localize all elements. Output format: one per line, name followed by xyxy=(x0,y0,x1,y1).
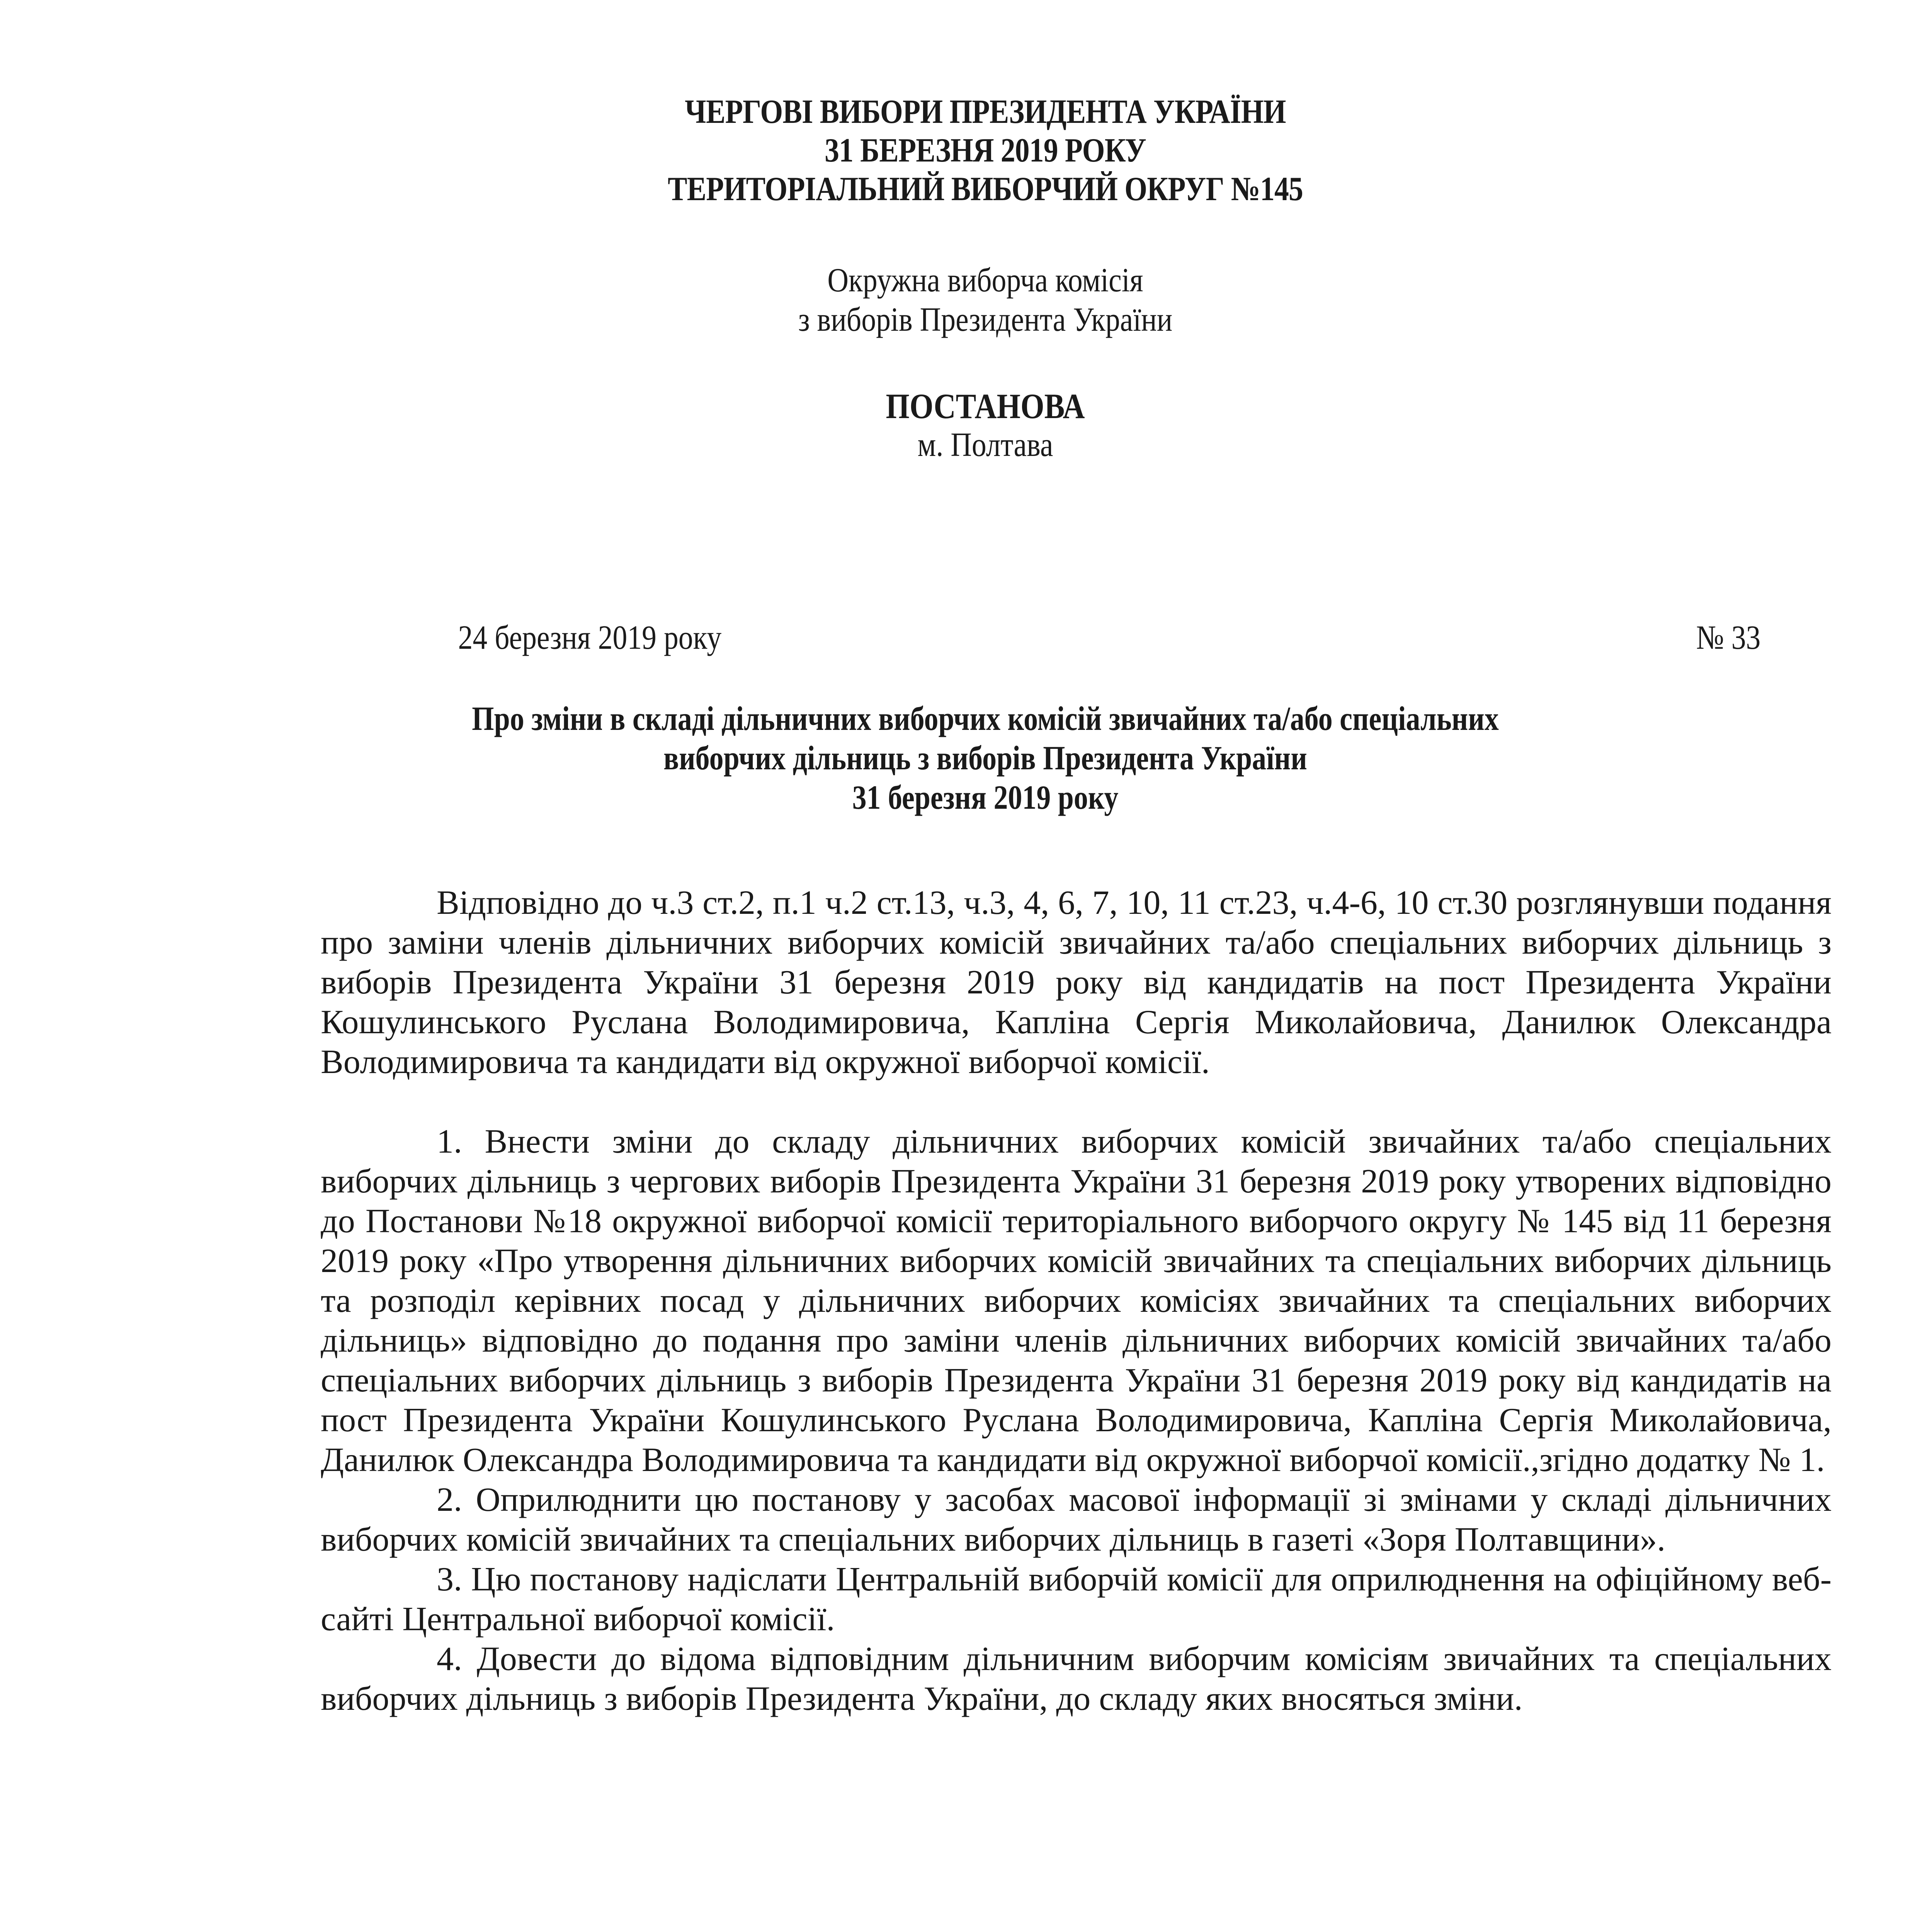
date-number-line xyxy=(437,618,1766,657)
item-3-paragraph: 3. Цю постанову надіслати Центральній виборчій комісії для оприлюднення на офіційному веб-сайті Центральної виборчої комісії. xyxy=(321,1561,1832,1638)
subject-line-3: 31 березня 2019 року xyxy=(852,779,1119,816)
preamble-paragraph: Відповідно до ч.3 ст.2, п.1 ч.2 ст.13, ч.3, 4, 6, 7, 10, 11 ст.23, ч.4-6, 10 ст.30 розглянувши подання про заміни членів дільничних виборчих комісій звичайних та/або спеціальних виборчих дільниць з виборів Президента України 31 березня 2019 року від кандидатів на пост Президента України Кошулинського Руслана Володимировича, Капліна Сергія Миколайовича, Данилюк Олександра Володимировича та кандидати від окружної виборчої комісії. xyxy=(321,884,1832,1081)
item-1-paragraph: 1. Внести зміни до складу дільничних виборчих комісій звичайних та/або спеціальних виборчих дільниць з чергових виборів Президента України 31 березня 2019 року утворених відповідно до Постанови №18 окружної виборчої комісії територіального виборчого округу № 145 від 11 березня 2019 року «Про утворення дільничних виборчих комісій звичайних та спеціальних виборчих дільниць та розподіл керівних посад у дільничних виборчих комісіях звичайних та спеціальних виборчих дільниць» відповідно до подання про заміни членів дільничних виборчих комісій звичайних та/або спеціальних виборчих дільниць з виборів Президента України 31 березня 2019 року від кандидатів на пост Президента України Кошулинського Руслана Володимировича, Капліна Сергія Миколайовича, Данилюк Олександра Володимировича та кандидати від окружної виборчої комісії.,згідно додатку № 1. xyxy=(321,1123,1832,1479)
organization-name xyxy=(138,261,1833,340)
subject-line-1: Про зміни в складі дільничних виборчих комісій звичайних та/або спеціальних xyxy=(472,700,1499,738)
item-4-paragraph: 4. Довести до відома відповідним дільничним виборчим комісіям звичайних та спеціальних виборчих дільниць з виборів Президента України, до складу яких вносяться зміни. xyxy=(321,1640,1832,1718)
header-line-3: ТЕРИТОРІАЛЬНИЙ ВИБОРЧИЙ ОКРУГ №145 xyxy=(668,170,1303,208)
decree-number: № 33 xyxy=(1696,619,1761,656)
subject-line-2: виборчих дільниць з виборів Президента України xyxy=(663,740,1307,777)
decree-city: м. Полтава xyxy=(917,426,1053,464)
header-line-2: 31 БЕРЕЗНЯ 2019 РОКУ xyxy=(825,132,1146,169)
item-2-paragraph: 2. Оприлюднити цю постанову у засобах масової інформації зі змінами у складі дільничних виборчих комісій звичайних та спеціальних виборчих дільниць в газеті «Зоря Полтавщини». xyxy=(321,1481,1832,1558)
decree-heading xyxy=(0,386,1932,464)
decree-title: ПОСТАНОВА xyxy=(886,386,1085,426)
decree-subject xyxy=(0,699,1932,818)
organization-line-2: з виборів Президента України xyxy=(798,301,1173,338)
decree-body xyxy=(321,883,1832,1719)
election-header xyxy=(0,93,1932,209)
header-line-1: ЧЕРГОВІ ВИБОРИ ПРЕЗИДЕНТА УКРАЇНИ xyxy=(685,93,1286,131)
organization-line-1: Окружна виборча комісія xyxy=(827,262,1143,299)
decree-date: 24 березня 2019 року xyxy=(458,619,722,656)
